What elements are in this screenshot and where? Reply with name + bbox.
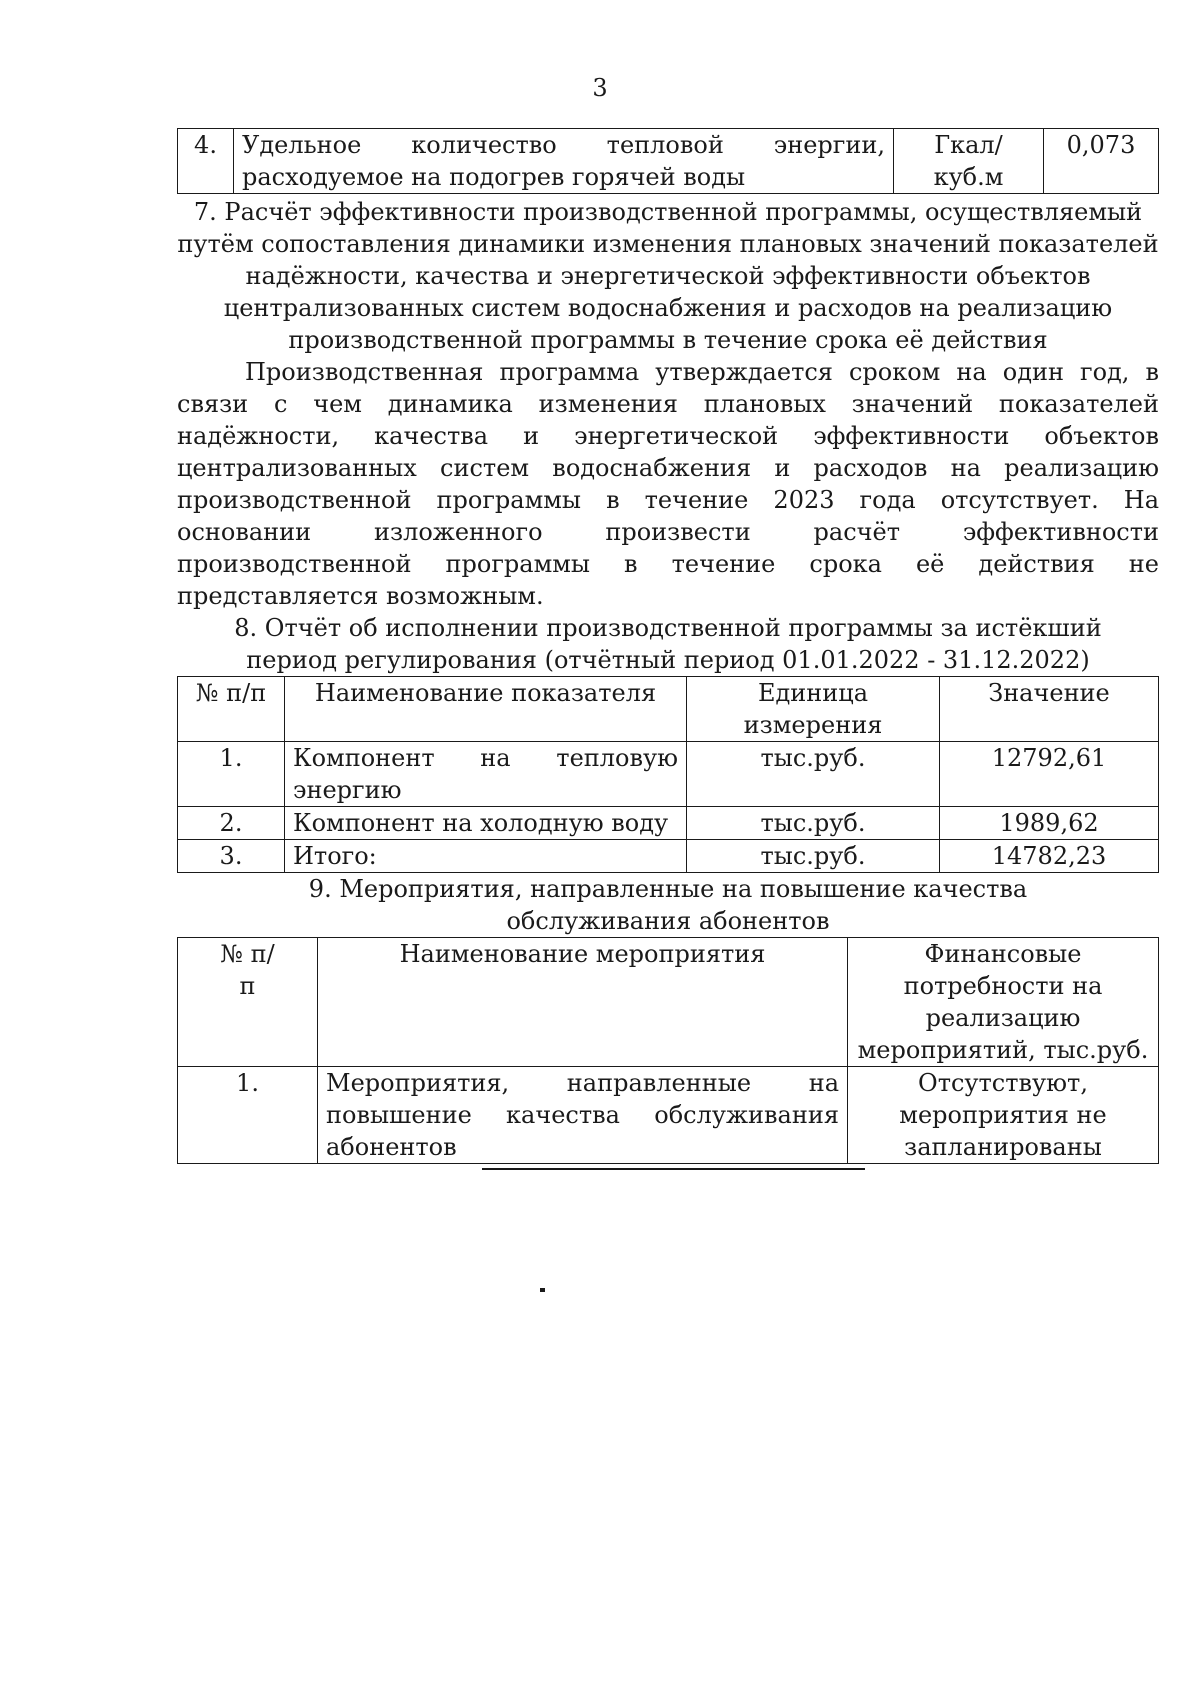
table-header-row: [178, 938, 1159, 1067]
end-rule: [482, 1168, 865, 1170]
finance-cell: Отсутствуют, мероприятия не запланированы: [848, 1067, 1159, 1164]
section-7-heading: 7. Расчёт эффективности производственной программы, осуществляемый путём сопоставления динамики изменения плановых значений показателей надёжности, качества и энергетической эффективности объектов централизованных систем водоснабжения и расходов на реализацию производственной программы в течение срока её действия: [177, 198, 1159, 354]
unit-cell: Гкал/куб.м: [894, 129, 1044, 194]
header-num: № п/п: [178, 677, 285, 742]
table-row: [178, 1067, 1159, 1164]
table-row: [178, 742, 1159, 807]
page-number: 3: [592, 74, 608, 102]
measures-table: [177, 937, 1159, 1164]
value-cell: 0,073: [1044, 129, 1159, 194]
row-number: 1.: [178, 1067, 318, 1164]
stray-mark: [540, 1288, 545, 1292]
value-cell: 1989,62: [940, 807, 1159, 840]
unit-cell: тыс.руб.: [687, 742, 940, 807]
indicators-table-continued: [177, 128, 1159, 194]
row-number: 4.: [178, 129, 234, 194]
measure-name: Мероприятия, направленные на повышение качества обслуживания абонентов: [318, 1067, 848, 1164]
header-finance: Финансовые потребности на реализацию мероприятий, тыс.руб.: [848, 938, 1159, 1067]
report-table: [177, 676, 1159, 873]
value-cell: 12792,61: [940, 742, 1159, 807]
row-number: 1.: [178, 742, 285, 807]
section-8-heading: 8. Отчёт об исполнении производственной программы за истёкший период регулирования (отчётный период 01.01.2022 - 31.12.2022): [234, 614, 1102, 674]
row-number: 2.: [178, 807, 285, 840]
table-row: [178, 129, 1159, 194]
table-row: [178, 807, 1159, 840]
indicator-name: Итого:: [285, 840, 687, 873]
table-row: [178, 840, 1159, 873]
value-cell: 14782,23: [940, 840, 1159, 873]
row-number: 3.: [178, 840, 285, 873]
section-7-paragraph: Производственная программа утверждается сроком на один год, в связи с чем динамика изменения плановых значений показателей надёжности, качества и энергетической эффективности объектов централизованных систем водоснабжения и расходов на реализацию производственной программы в течение 2023 года отсутствует. На основании изложенного произвести расчёт эффективности производственной программы в течение срока её действия не представляется возможным.: [177, 358, 1159, 610]
indicator-name: Компонент на холодную воду: [285, 807, 687, 840]
table-header-row: [178, 677, 1159, 742]
unit-cell: тыс.руб.: [687, 807, 940, 840]
indicator-name: Компонент на тепловую энергию: [285, 742, 687, 807]
header-num: № п/п: [178, 938, 318, 1067]
indicator-name: Удельное количество тепловой энергии, расходуемое на подогрев горячей воды: [234, 129, 894, 194]
header-name: Наименование мероприятия: [318, 938, 848, 1067]
header-unit: Единица измерения: [687, 677, 940, 742]
header-value: Значение: [940, 677, 1159, 742]
document-body: [177, 128, 1159, 1164]
unit-cell: тыс.руб.: [687, 840, 940, 873]
section-9-heading: 9. Мероприятия, направленные на повышение качества обслуживания абонентов: [308, 875, 1028, 935]
header-name: Наименование показателя: [285, 677, 687, 742]
